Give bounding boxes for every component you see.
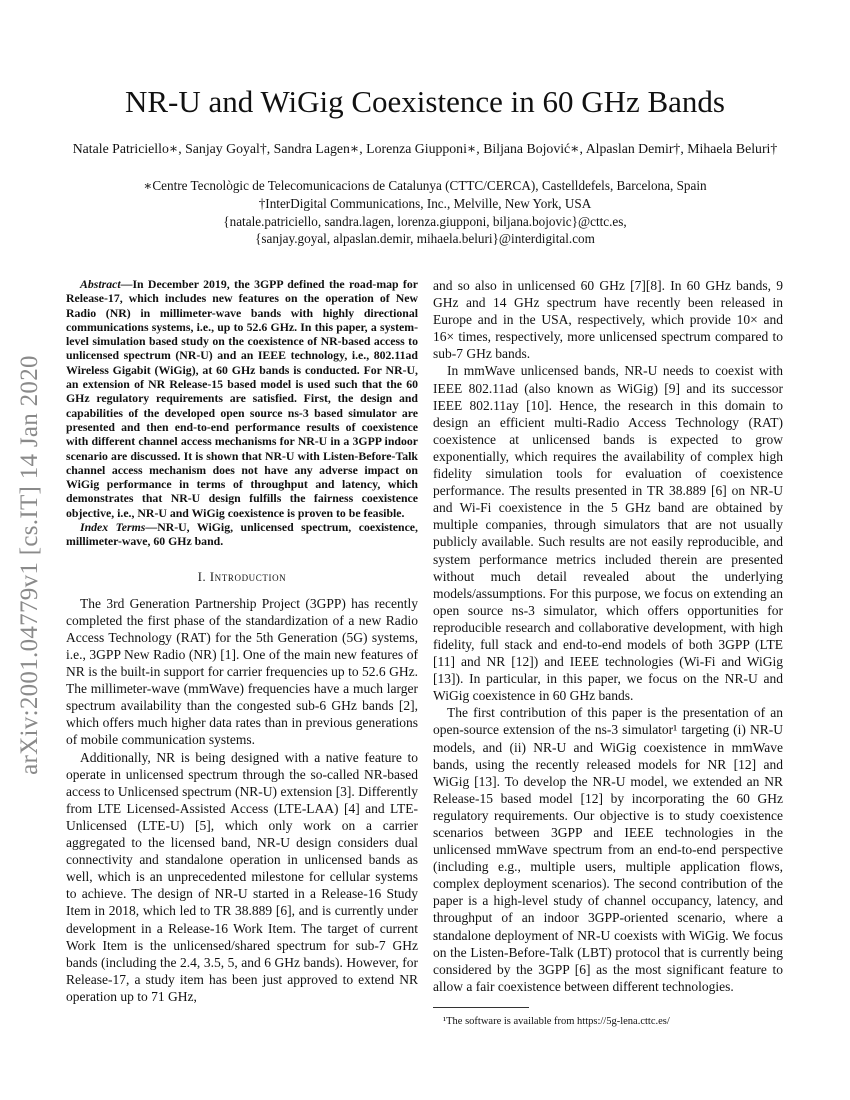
paragraph: In mmWave unlicensed bands, NR-U needs to coexist with IEEE 802.11ad (also known as WiGig) [9] and its successor IEEE 802.11ay [10]. Hence, the research in this domain to design an efficient multi-Radio Access Technology (RAT) coexistence at unlicensed bands is expected to grow exponentially, which requires the availability of complex high fidelity simulation tools for evaluation of coexistence performance. The results presented in TR 38.889 [6] on NR-U and Wi-Fi coexistence in the 5 GHz band are obtained by multiple companies, through simulators that are not usually publicly available. Such results are not easily reproducible, and system performance metrics included therein are presented without much detail revealed about the underlying models/assumptions. For this purpose, we focus on extending an open source ns-3 simulator, which offers opportunities for reproducible research and collaborative development, with high fidelity, full stack and end-to-end models of both 3GPP (LTE [11] and NR [12]) and IEEE technologies (Wi-Fi and WiGig [13]). In particular, in this paper, we focus on the NR-U and WiGig coexistence in 60 GHz bands. xyxy=(433,363,783,704)
right-column xyxy=(433,277,783,1028)
paragraph: The 3rd Generation Partnership Project (3GPP) has recently completed the first phase of the standardization of a new Radio Access Technology (RAT) for the 5th Generation (5G) systems, i.e., 3GPP New Radio (NR) [1]. One of the main new features of NR is the built-in support for carrier frequencies up to 52.6 GHz. The millimeter-wave (mmWave) frequencies have a much larger spectrum availability than the congested sub-6 GHz bands [2], which offers much higher data rates than in previous generations of mobile communication systems. xyxy=(66,595,418,748)
section-heading: I. Introduction xyxy=(197,569,287,584)
affiliation-line: †InterDigital Communications, Inc., Melville, New York, USA xyxy=(258,195,592,211)
abstract-text: —In December 2019, the 3GPP defined the road-map for Release-17, which includes new features on the operation of New Radio (NR) in millimeter-wave bands with highly directional communications systems, i.e., up to 52.6 GHz. In this paper, a system-level simulation based study on the coexistence of NR-based access to unlicensed spectrum (NR-U) and an IEEE technology, i.e., 802.11ad Wireless Gigabit (WiGig), at 60 GHz bands is conducted. For NR-U, an extension of NR Release-15 based model is used such that the 60 GHz regulatory requirements are satisfied. First, the design and capabilities of the developed open source ns-3 based simulator are presented and then end-to-end performance results of coexistence with different channel access mechanisms for NR-U in a 3GPP indoor scenario are discussed. It is shown that NR-U with Listen-Before-Talk channel access mechanism does not have any adverse impact on WiGig performance in terms of throughput and latency, which demonstrates that NR-U design fulfills the fairness coexistence objective, i.e., NR-U and WiGig coexistence is proven to be feasible. xyxy=(66,277,418,520)
arxiv-stamp-text: arXiv:2001.04779v1 [cs.IT] 14 Jan 2020 xyxy=(16,355,44,775)
footnote-divider xyxy=(433,1007,529,1008)
left-column xyxy=(66,277,418,1005)
paragraph: The first contribution of this paper is the presentation of an open-source extension of the ns-3 simulator¹ targeting (i) NR-U models, and (ii) NR-U and WiGig coexistence in mmWave bands, using the recently released models for NR [12] and WiGig [13]. To develop the NR-U model, we extended an NR Release-15 based model [12] by incorporating the 60 GHz regulatory requirements. Our objective is to study coexistence scenarios between 3GPP and IEEE technologies in the unlicensed mmWave spectrum from an end-to-end perspective (including e.g., multiple users, multiple application flows, complex deployment scenarios). The second contribution of the paper is a high-level study of channel occupancy, latency, and throughput of an indoor 3GPP-oriented scenario, where a standalone deployment of NR-U coexists with WiGig. We focus on the Listen-Before-Talk (LBT) protocol that is currently being considered by the 3GPP [6] as the most significant feature to allow a fair coexistence between different technologies. xyxy=(433,705,783,994)
arxiv-stamp xyxy=(10,305,50,825)
footnote: ¹The software is available from https://5g-lena.cttc.es/ xyxy=(443,1015,670,1027)
email-line: {natale.patriciello, sandra.lagen, lorenza.giupponi, biljana.bojovic}@cttc.es, xyxy=(223,213,627,229)
affiliations xyxy=(70,177,780,248)
email-line: {sanjay.goyal, alpaslan.demir, mihaela.beluri}@interdigital.com xyxy=(255,231,595,247)
affiliation-line: ∗Centre Tecnològic de Telecomunicacions de Catalunya (CTTC/CERCA), Castelldefels, Barcelona, Spain xyxy=(143,178,707,193)
index-terms-text: —NR-U, WiGig, unlicensed spectrum, coexistence, millimeter-wave, 60 GHz band. xyxy=(66,520,418,549)
author-list: Natale Patriciello∗, Sanjay Goyal†, Sandra Lagen∗, Lorenza Giupponi∗, Biljana Bojović∗, Alpaslan Demir†, Mihaela Beluri† xyxy=(72,141,778,156)
paragraph: Additionally, NR is being designed with a native feature to operate in unlicensed spectrum through the so-called NR-based access to Unlicensed spectrum (NR-U) extension [3]. Differently from LTE Licensed-Assisted Access (LTE-LAA) [4] and LTE-Unlicensed (LTE-U) [5], which only work on a carrier aggregated to the licensed band, NR-U design considers dual connectivity and standalone operation in unlicensed bands as well, which is an unprecedented milestone for cellular systems to achieve. The design of NR-U started in a Release-16 Study Item in 2018, which led to TR 38.889 [6], and is currently under development in a Release-16 Work Item. The target of current Work Item is the unlicensed/shared spectrum for sub-7 GHz bands (including the 2.4, 3.5, 5, and 6 GHz bands). However, for Release-17, a study item has been just approved to extend NR operation up to 71 GHz, xyxy=(66,749,418,1004)
abstract-label: Abstract xyxy=(80,277,121,291)
index-terms-label: Index Terms xyxy=(80,520,146,535)
paragraph: and so also in unlicensed 60 GHz [7][8]. In 60 GHz bands, 9 GHz and 14 GHz spectrum have recently been released in Europe and in the USA, respectively, which provide 10× and 16× times, respectively, more unlicensed spectrum compared to sub-7 GHz bands. xyxy=(433,278,783,362)
paper-title: NR-U and WiGig Coexistence in 60 GHz Bands xyxy=(124,84,725,119)
index-terms xyxy=(66,520,418,549)
abstract xyxy=(66,277,418,520)
